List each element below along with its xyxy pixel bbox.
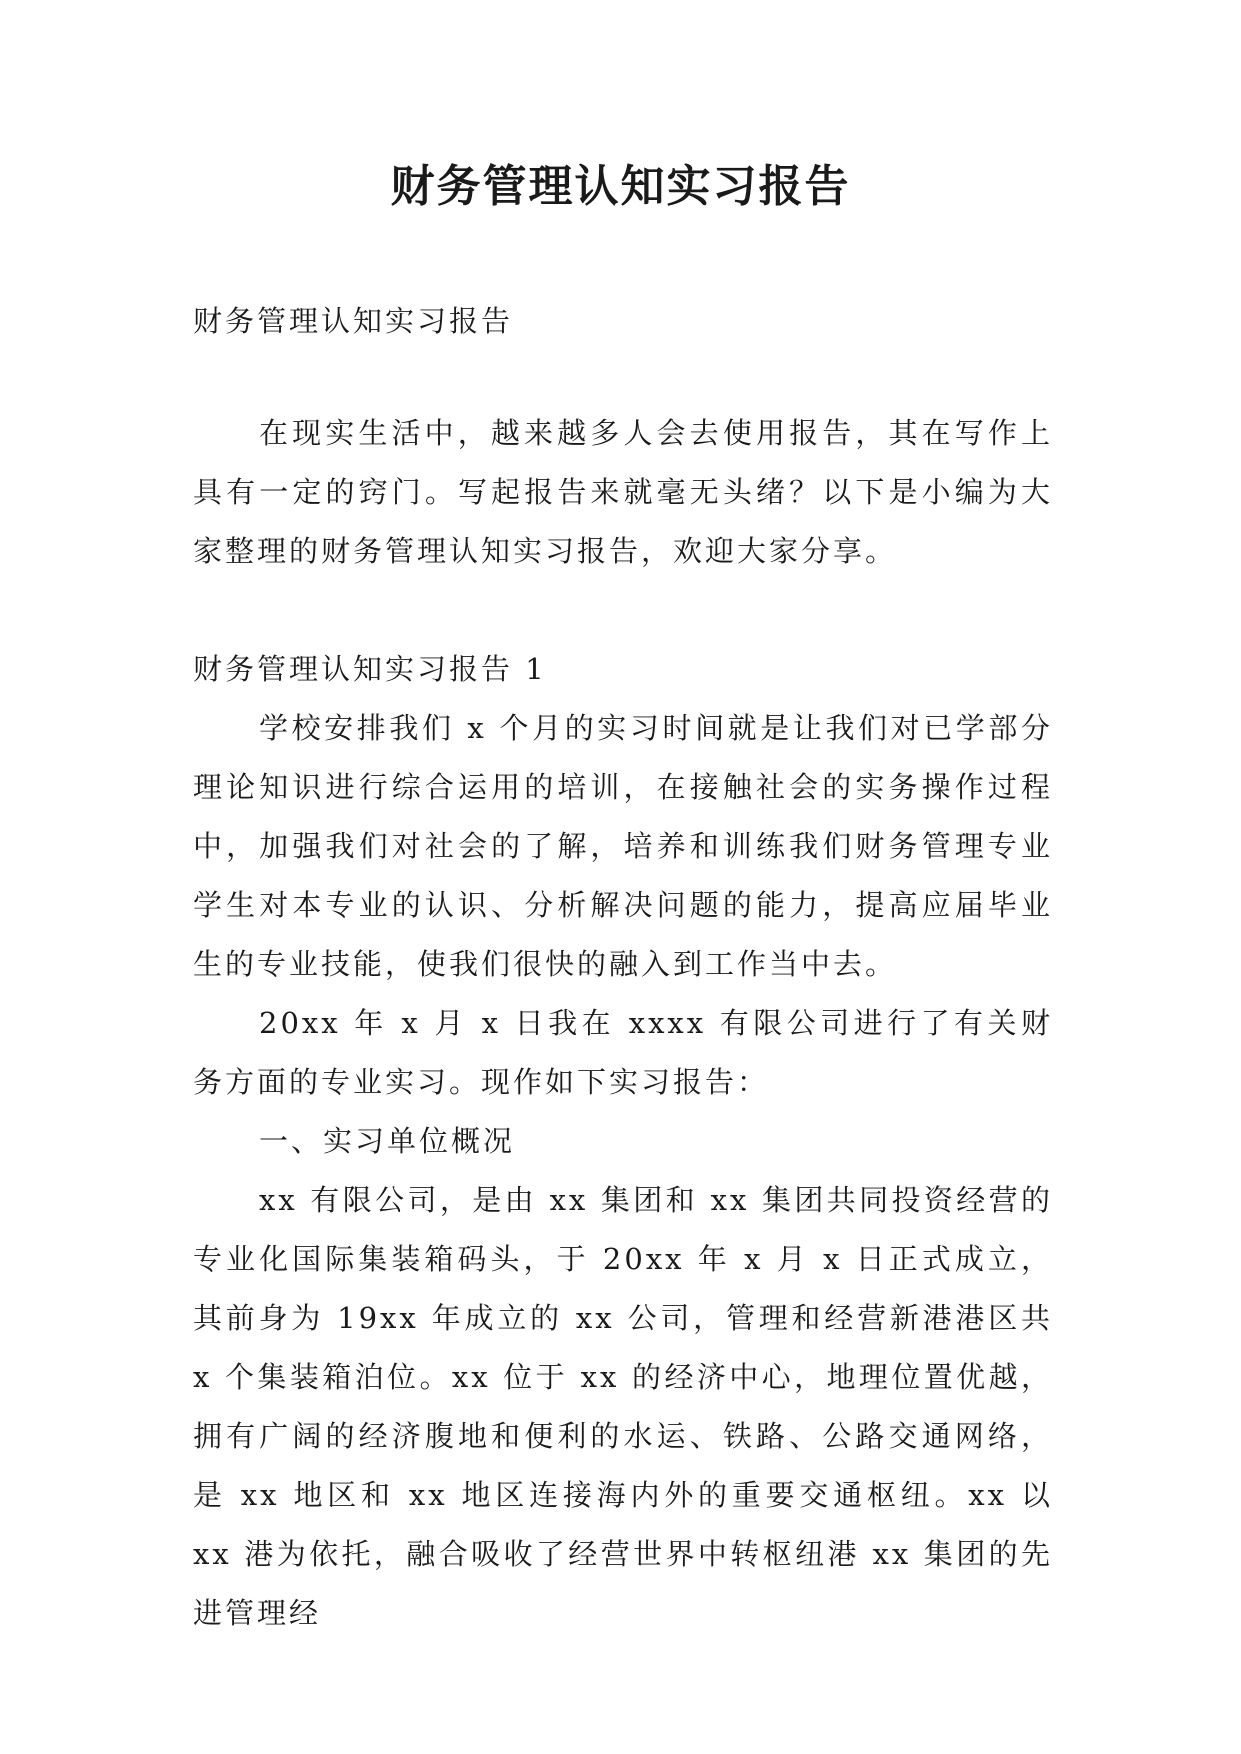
intro-paragraph: 在现实生活中，越来越多人会去使用报告，其在写作上具有一定的窍门。写起报告来就毫无头绪？以下是小编为大家整理的财务管理认知实习报告，欢迎大家分享。 <box>193 416 1053 568</box>
body-paragraph: 学校安排我们 x 个月的实习时间就是让我们对已学部分理论知识进行综合运用的培训，在接触社会的实务操作过程中，加强我们对社会的了解，培养和训练我们财务管理专业学生对本专业的认识、分析解决问题的能力，提高应届毕业生的专业技能，使我们很快的融入到工作当中去。 <box>193 711 1053 981</box>
document-subtitle: 财务管理认知实习报告 <box>193 304 514 338</box>
body-paragraph: 20xx 年 x 月 x 日我在 xxxx 有限公司进行了有关财务方面的专业实习。现作如下实习报告： <box>193 1006 1053 1099</box>
subsection-heading: 一、实习单位概况 <box>259 1124 516 1158</box>
section-heading: 财务管理认知实习报告 1 <box>193 652 547 686</box>
body-paragraph: xx 有限公司，是由 xx 集团和 xx 集团共同投资经营的专业化国际集装箱码头，于 20xx 年 x 月 x 日正式成立，其前身为 19xx 年成立的 xx 公司，管理和经营新港港区共 x 个集装箱泊位。xx 位于 xx 的经济中心，地理位置优越，拥有广阔的经济腹地和便利的水运、铁路、公路交通网络，是 xx 地区和 xx 地区连接海内外的重要交通枢纽。xx 以 xx 港为依托，融合吸收了经营世界中转枢纽港 xx 集团的先进管理经 <box>193 1183 1053 1630</box>
document-title: 财务管理认知实习报告 <box>390 161 851 212</box>
